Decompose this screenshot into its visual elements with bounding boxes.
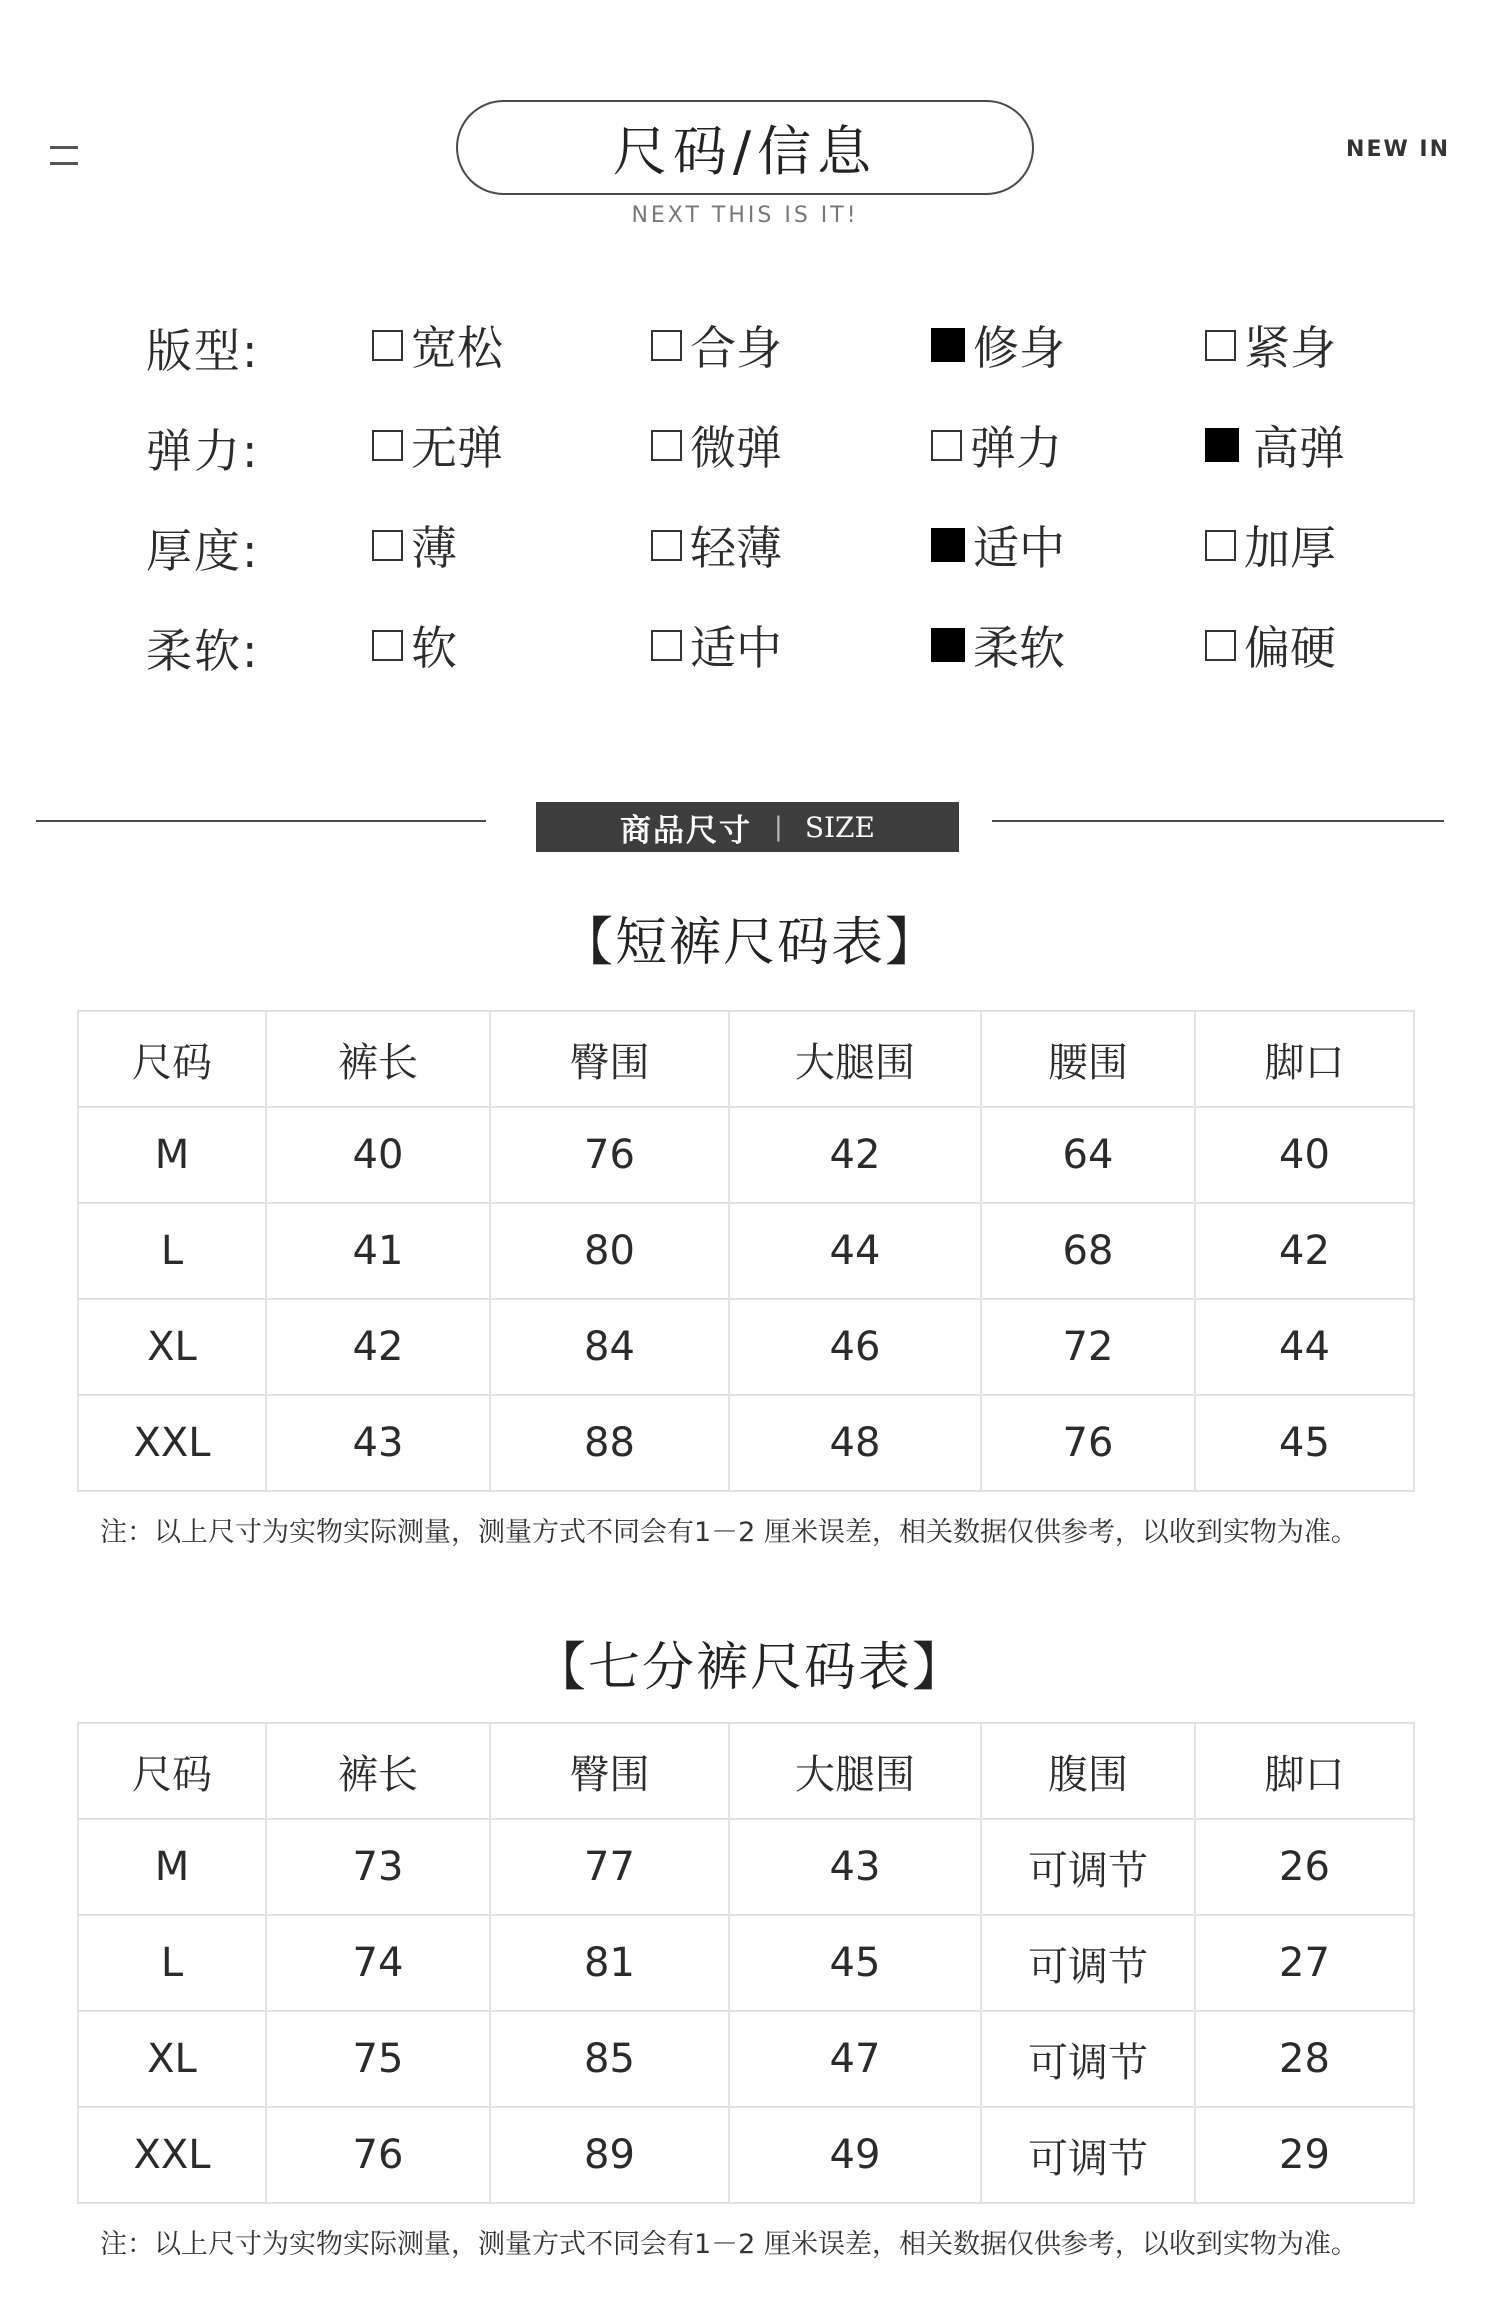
capri-table-title: 【七分裤尺码表】 <box>533 1638 966 1698</box>
column-header: 臀围 <box>490 1723 729 1819</box>
table-cell: 68 <box>981 1203 1195 1299</box>
table-row <box>78 1203 1414 1299</box>
attribute-row-softness <box>146 615 1396 715</box>
option-label: 修身 <box>973 321 1065 375</box>
capri-size-table <box>77 1722 1415 2204</box>
checkbox <box>1205 330 1236 361</box>
option-label: 无弹 <box>411 421 503 475</box>
attribute-option <box>651 515 782 575</box>
column-header: 臀围 <box>490 1011 729 1107</box>
attribute-label: 厚度: <box>146 524 260 578</box>
table-cell: XXL <box>78 1395 266 1491</box>
table-cell: M <box>78 1107 266 1203</box>
column-header: 大腿围 <box>729 1011 981 1107</box>
section-title-en: SIZE <box>804 810 875 844</box>
attribute-option <box>1205 615 1336 675</box>
checkbox <box>931 430 962 461</box>
attribute-list <box>146 315 1396 715</box>
attribute-option <box>372 515 457 575</box>
checkbox-checked <box>931 328 965 362</box>
table-cell: 84 <box>490 1299 729 1395</box>
capri-table-note: 注：以上尺寸为实物实际测量，测量方式不同会有1－2 厘米误差，相关数据仅供参考，以收到实物为准。 <box>100 2229 1358 2260</box>
table-cell: 42 <box>1195 1203 1414 1299</box>
column-header: 尺码 <box>78 1011 266 1107</box>
checkbox <box>372 430 403 461</box>
attribute-option <box>1205 415 1345 475</box>
table-cell: 45 <box>729 1915 981 2011</box>
checkbox <box>651 530 682 561</box>
table-cell: 43 <box>266 1395 490 1491</box>
column-header: 腹围 <box>981 1723 1195 1819</box>
table-cell: 28 <box>1195 2011 1414 2107</box>
divider-left <box>36 820 486 822</box>
shorts-table-note: 注：以上尺寸为实物实际测量，测量方式不同会有1－2 厘米误差，相关数据仅供参考，以收到实物为准。 <box>100 1517 1358 1548</box>
column-header: 脚口 <box>1195 1723 1414 1819</box>
table-cell: 80 <box>490 1203 729 1299</box>
table-cell: 64 <box>981 1107 1195 1203</box>
table-cell: 75 <box>266 2011 490 2107</box>
table-cell: 72 <box>981 1299 1195 1395</box>
attribute-option <box>372 315 503 375</box>
table-cell: 44 <box>729 1203 981 1299</box>
attribute-option <box>931 515 1065 575</box>
table-cell: 74 <box>266 1915 490 2011</box>
table-cell: 29 <box>1195 2107 1414 2203</box>
option-label: 柔软 <box>973 621 1065 675</box>
table-cell: 89 <box>490 2107 729 2203</box>
section-title-cn: 商品尺寸 <box>620 812 753 849</box>
option-label: 加厚 <box>1244 521 1336 575</box>
attribute-option <box>931 315 1065 375</box>
attribute-option <box>931 615 1065 675</box>
table-row <box>78 2107 1414 2203</box>
new-in-label: NEW IN <box>1346 137 1450 162</box>
table-cell: L <box>78 1915 266 2011</box>
option-label: 软 <box>411 621 457 675</box>
option-label: 适中 <box>973 521 1065 575</box>
table-cell: 45 <box>1195 1395 1414 1491</box>
table-cell: 40 <box>266 1107 490 1203</box>
table-cell: 76 <box>981 1395 1195 1491</box>
table-row <box>78 1107 1414 1203</box>
table-cell: 可调节 <box>981 1819 1195 1915</box>
attribute-label: 柔软: <box>146 624 260 678</box>
attribute-row-elasticity <box>146 415 1396 515</box>
attribute-option <box>1205 315 1336 375</box>
table-row <box>78 1915 1414 2011</box>
table-cell: M <box>78 1819 266 1915</box>
attribute-option <box>931 415 1062 475</box>
checkbox <box>372 630 403 661</box>
table-cell: 27 <box>1195 1915 1414 2011</box>
checkbox <box>372 330 403 361</box>
checkbox <box>651 330 682 361</box>
table-cell: 47 <box>729 2011 981 2107</box>
attribute-option <box>651 415 782 475</box>
checkbox <box>651 630 682 661</box>
checkbox-checked <box>931 628 965 662</box>
attribute-label: 版型: <box>146 324 260 378</box>
checkbox <box>372 530 403 561</box>
attribute-label: 弹力: <box>146 424 260 478</box>
table-cell: 43 <box>729 1819 981 1915</box>
table-cell: 81 <box>490 1915 729 2011</box>
table-cell: 85 <box>490 2011 729 2107</box>
shorts-table-title: 【短裤尺码表】 <box>560 913 939 973</box>
option-label: 适中 <box>690 621 782 675</box>
column-header: 裤长 <box>266 1723 490 1819</box>
page-subtitle: NEXT THIS IS IT! <box>631 203 859 228</box>
section-separator: | <box>774 812 783 842</box>
column-header: 大腿围 <box>729 1723 981 1819</box>
checkbox <box>1205 530 1236 561</box>
section-banner <box>536 802 959 852</box>
table-cell: 76 <box>266 2107 490 2203</box>
attribute-row-fit <box>146 315 1396 415</box>
table-cell: 可调节 <box>981 2011 1195 2107</box>
checkbox <box>651 430 682 461</box>
option-label: 宽松 <box>411 321 503 375</box>
table-cell: 42 <box>266 1299 490 1395</box>
option-label: 高弹 <box>1253 421 1345 475</box>
attribute-option <box>372 415 503 475</box>
attribute-option <box>651 615 782 675</box>
table-cell: L <box>78 1203 266 1299</box>
table-row <box>78 2011 1414 2107</box>
table-row <box>78 1395 1414 1491</box>
table-cell: XL <box>78 1299 266 1395</box>
menu-icon[interactable] <box>48 140 80 172</box>
table-cell: 77 <box>490 1819 729 1915</box>
table-cell: 可调节 <box>981 1915 1195 2011</box>
table-cell: 88 <box>490 1395 729 1491</box>
table-header-row <box>78 1723 1414 1819</box>
table-cell: 41 <box>266 1203 490 1299</box>
option-label: 紧身 <box>1244 321 1336 375</box>
table-cell: 26 <box>1195 1819 1414 1915</box>
table-cell: 46 <box>729 1299 981 1395</box>
attribute-option <box>372 615 457 675</box>
table-cell: 可调节 <box>981 2107 1195 2203</box>
table-cell: XXL <box>78 2107 266 2203</box>
table-cell: 49 <box>729 2107 981 2203</box>
checkbox <box>1205 630 1236 661</box>
attribute-option <box>1205 515 1336 575</box>
divider-right <box>992 820 1444 822</box>
checkbox-checked <box>931 528 965 562</box>
option-label: 弹力 <box>970 421 1062 475</box>
option-label: 合身 <box>690 321 782 375</box>
option-label: 微弹 <box>690 421 782 475</box>
table-header-row <box>78 1011 1414 1107</box>
table-cell: 42 <box>729 1107 981 1203</box>
table-cell: 40 <box>1195 1107 1414 1203</box>
column-header: 裤长 <box>266 1011 490 1107</box>
column-header: 腰围 <box>981 1011 1195 1107</box>
table-cell: 48 <box>729 1395 981 1491</box>
option-label: 薄 <box>411 521 457 575</box>
table-row <box>78 1819 1414 1915</box>
shorts-size-table <box>77 1010 1415 1492</box>
page-title: 尺码/信息 <box>456 100 1034 195</box>
column-header: 尺码 <box>78 1723 266 1819</box>
option-label: 偏硬 <box>1244 621 1336 675</box>
attribute-option <box>651 315 782 375</box>
table-cell: 73 <box>266 1819 490 1915</box>
table-cell: 76 <box>490 1107 729 1203</box>
attribute-row-thickness <box>146 515 1396 615</box>
option-label: 轻薄 <box>690 521 782 575</box>
table-cell: 44 <box>1195 1299 1414 1395</box>
checkbox-checked <box>1205 428 1239 462</box>
table-cell: XL <box>78 2011 266 2107</box>
table-row <box>78 1299 1414 1395</box>
column-header: 脚口 <box>1195 1011 1414 1107</box>
